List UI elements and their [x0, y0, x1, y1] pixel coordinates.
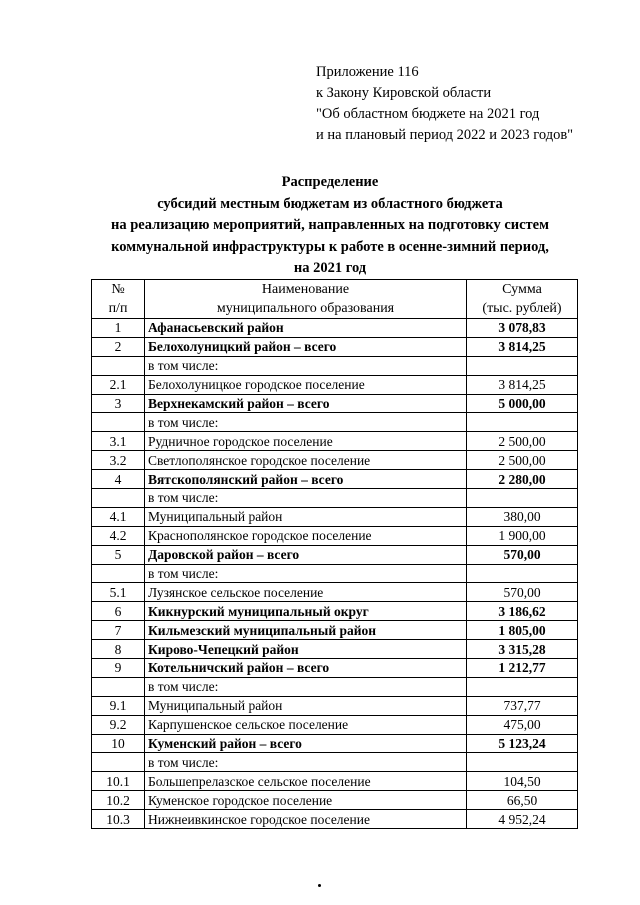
table-row: [92, 640, 578, 659]
row-number: 4.2: [92, 526, 145, 545]
row-number: 9.1: [92, 696, 145, 715]
row-sum: 1 212,77: [467, 659, 578, 678]
row-sum: 3 186,62: [467, 602, 578, 621]
header-name: Наименование муниципального образования: [145, 280, 467, 319]
table-row: [92, 337, 578, 356]
subsidy-table: [91, 279, 578, 829]
row-sum: [467, 677, 578, 696]
table-row: [92, 677, 578, 696]
title-line: коммунальной инфраструктуры к работе в осенне-зимний период,: [111, 238, 549, 255]
row-name: Кикнурский муниципальный округ: [145, 602, 467, 621]
appendix-header: [316, 62, 573, 146]
page-mark: [318, 884, 321, 887]
row-sum: [467, 564, 578, 583]
row-name: Краснополянское городское поселение: [145, 526, 467, 545]
row-sum: [467, 489, 578, 508]
row-sum: 4 952,24: [467, 810, 578, 829]
row-name: Карпушенское сельское поселение: [145, 715, 467, 734]
row-name: Лузянское сельское поселение: [145, 583, 467, 602]
table-row: [92, 489, 578, 508]
row-sum: 3 315,28: [467, 640, 578, 659]
row-name: Кирово-Чепецкий район: [145, 640, 467, 659]
row-number: 10: [92, 734, 145, 753]
table-row: [92, 526, 578, 545]
table-row: [92, 451, 578, 470]
appendix-line: "Об областном бюджете на 2021 год: [316, 106, 540, 122]
document-title: [60, 172, 600, 280]
row-name: Верхнекамский район – всего: [145, 394, 467, 413]
header-sum: Сумма (тыс. рублей): [467, 280, 578, 319]
header-number: № п/п: [92, 280, 145, 319]
appendix-line: Приложение 116: [316, 64, 419, 80]
table-row: [92, 696, 578, 715]
row-sum: [467, 356, 578, 375]
table-header-row: [92, 280, 578, 319]
row-sum: 66,50: [467, 791, 578, 810]
row-number: 3: [92, 394, 145, 413]
row-number: 7: [92, 621, 145, 640]
row-number: 9: [92, 659, 145, 678]
table-row: [92, 583, 578, 602]
row-number: 10.2: [92, 791, 145, 810]
title-line: субсидий местным бюджетам из областного бюджета: [157, 195, 503, 212]
row-number: 8: [92, 640, 145, 659]
row-number: [92, 564, 145, 583]
table-row: [92, 753, 578, 772]
table-body: [92, 319, 578, 829]
row-name: Куменский район – всего: [145, 734, 467, 753]
table-row: [92, 545, 578, 564]
row-name: Афанасьевский район: [145, 319, 467, 338]
title-line: на реализацию мероприятий, направленных на подготовку систем: [111, 217, 549, 233]
row-sum: 5 123,24: [467, 734, 578, 753]
row-sum: 2 500,00: [467, 451, 578, 470]
row-number: 5.1: [92, 583, 145, 602]
row-sum: 3 814,25: [467, 337, 578, 356]
row-sum: 2 280,00: [467, 470, 578, 489]
table-row: [92, 602, 578, 621]
row-number: 10.3: [92, 810, 145, 829]
table-row: [92, 394, 578, 413]
row-name: Куменское городское поселение: [145, 791, 467, 810]
row-sum: 737,77: [467, 696, 578, 715]
table-row: [92, 621, 578, 640]
title-line: на 2021 год: [293, 260, 367, 276]
row-number: 2: [92, 337, 145, 356]
table-row: [92, 772, 578, 791]
row-sum: 1 900,00: [467, 526, 578, 545]
row-name: Кильмезский муниципальный район: [145, 621, 467, 640]
row-name: Светлополянское городское поселение: [145, 451, 467, 470]
table-row: [92, 375, 578, 394]
row-sum: 3 814,25: [467, 375, 578, 394]
row-number: 1: [92, 319, 145, 338]
table-row: [92, 319, 578, 338]
row-name: Котельничский район – всего: [145, 659, 467, 678]
row-number: [92, 413, 145, 432]
row-name: в том числе:: [145, 413, 467, 432]
row-number: [92, 753, 145, 772]
table-row: [92, 659, 578, 678]
row-number: 6: [92, 602, 145, 621]
table-row: [92, 791, 578, 810]
row-number: [92, 356, 145, 375]
row-name: Нижнеивкинское городское поселение: [145, 810, 467, 829]
row-sum: 1 805,00: [467, 621, 578, 640]
row-number: [92, 677, 145, 696]
row-name: в том числе:: [145, 677, 467, 696]
row-sum: [467, 413, 578, 432]
row-number: 3.2: [92, 451, 145, 470]
row-sum: 2 500,00: [467, 432, 578, 451]
appendix-line: и на плановый период 2022 и 2023 годов": [316, 127, 574, 143]
table-row: [92, 715, 578, 734]
appendix-line: к Закону Кировской области: [316, 85, 492, 101]
table-row: [92, 734, 578, 753]
row-number: 3.1: [92, 432, 145, 451]
table-row: [92, 356, 578, 375]
row-name: Рудничное городское поселение: [145, 432, 467, 451]
row-name: в том числе:: [145, 753, 467, 772]
row-sum: 570,00: [467, 545, 578, 564]
row-name: Вятскополянский район – всего: [145, 470, 467, 489]
row-number: [92, 489, 145, 508]
row-number: 2.1: [92, 375, 145, 394]
table-row: [92, 432, 578, 451]
row-name: в том числе:: [145, 489, 467, 508]
row-name: Белохолуницкий район – всего: [145, 337, 467, 356]
row-sum: [467, 753, 578, 772]
row-sum: 475,00: [467, 715, 578, 734]
row-name: Даровской район – всего: [145, 545, 467, 564]
row-sum: 3 078,83: [467, 319, 578, 338]
row-sum: 380,00: [467, 507, 578, 526]
row-sum: 104,50: [467, 772, 578, 791]
table-row: [92, 470, 578, 489]
row-name: Большепрелазское сельское поселение: [145, 772, 467, 791]
row-sum: 5 000,00: [467, 394, 578, 413]
row-number: 4.1: [92, 507, 145, 526]
row-name: в том числе:: [145, 564, 467, 583]
row-name: Муниципальный район: [145, 507, 467, 526]
title-line: Распределение: [281, 174, 379, 190]
table-row: [92, 564, 578, 583]
row-sum: 570,00: [467, 583, 578, 602]
row-name: Муниципальный район: [145, 696, 467, 715]
row-number: 4: [92, 470, 145, 489]
row-number: 9.2: [92, 715, 145, 734]
row-name: Белохолуницкое городское поселение: [145, 375, 467, 394]
row-number: 10.1: [92, 772, 145, 791]
row-number: 5: [92, 545, 145, 564]
row-name: в том числе:: [145, 356, 467, 375]
table-row: [92, 810, 578, 829]
table-row: [92, 507, 578, 526]
table-row: [92, 413, 578, 432]
